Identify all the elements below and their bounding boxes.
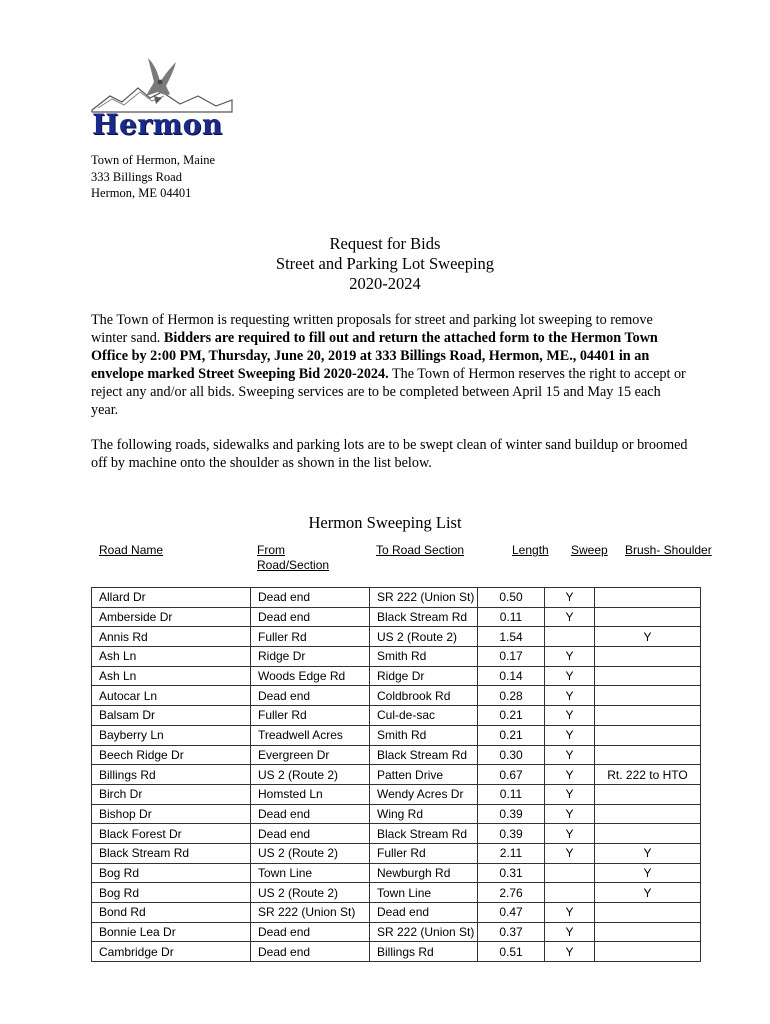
- road-name-cell: Bog Rd: [92, 863, 251, 883]
- table-row: [92, 942, 701, 962]
- from-cell: Ridge Dr: [251, 647, 370, 667]
- to-cell: SR 222 (Union St): [370, 922, 478, 942]
- sweep-cell: Y: [545, 745, 595, 765]
- to-cell: Wendy Acres Dr: [370, 784, 478, 804]
- to-cell: Black Stream Rd: [370, 745, 478, 765]
- table-row: [92, 666, 701, 686]
- table-row: [92, 804, 701, 824]
- brush-shoulder-cell: [595, 745, 701, 765]
- road-name-cell: Allard Dr: [92, 588, 251, 608]
- length-cell: 0.39: [478, 804, 545, 824]
- sweep-cell: [545, 863, 595, 883]
- header-brush-shoulder: Brush- Shoulder: [625, 543, 712, 557]
- header-to-road-section: To Road Section: [376, 543, 465, 557]
- brush-shoulder-cell: [595, 804, 701, 824]
- table-row: [92, 745, 701, 765]
- table-row: [92, 765, 701, 785]
- road-name-cell: Black Forest Dr: [92, 824, 251, 844]
- length-cell: 0.28: [478, 686, 545, 706]
- road-name-cell: Amberside Dr: [92, 607, 251, 627]
- from-cell: Dead end: [251, 686, 370, 706]
- from-cell: SR 222 (Union St): [251, 903, 370, 923]
- length-cell: 0.39: [478, 824, 545, 844]
- table-row: [92, 784, 701, 804]
- length-cell: 0.51: [478, 942, 545, 962]
- to-cell: Fuller Rd: [370, 843, 478, 863]
- address-line-2: 333 Billings Road: [91, 169, 182, 184]
- length-cell: 0.11: [478, 607, 545, 627]
- length-cell: 0.31: [478, 863, 545, 883]
- table-row: [92, 588, 701, 608]
- table-row: [92, 627, 701, 647]
- table-row: [92, 686, 701, 706]
- header-from-line2: Road/Section: [257, 558, 330, 572]
- brush-shoulder-cell: [595, 607, 701, 627]
- address-line-1: Town of Hermon, Maine: [91, 153, 216, 167]
- length-cell: 0.17: [478, 647, 545, 667]
- brush-shoulder-cell: [595, 647, 701, 667]
- brush-shoulder-cell: [595, 686, 701, 706]
- from-cell: Dead end: [251, 824, 370, 844]
- table-row: [92, 824, 701, 844]
- sweep-cell: Y: [545, 824, 595, 844]
- sweep-cell: [545, 883, 595, 903]
- sweeping-list-title: Hermon Sweeping List: [308, 513, 462, 532]
- from-cell: Evergreen Dr: [251, 745, 370, 765]
- sweep-cell: Y: [545, 607, 595, 627]
- brush-shoulder-cell: [595, 922, 701, 942]
- title-line-3: 2020-2024: [349, 274, 421, 293]
- from-cell: Treadwell Acres: [251, 725, 370, 745]
- to-cell: SR 222 (Union St): [370, 588, 478, 608]
- sweep-cell: Y: [545, 922, 595, 942]
- sweep-cell: Y: [545, 706, 595, 726]
- paragraph-outro: The Town of Hermon reserves the right to accept or reject any and/or all bids. Sweeping services are to be completed between April 15 and May 15 each year.: [91, 366, 686, 418]
- brush-shoulder-cell: Y: [595, 883, 701, 903]
- to-cell: Newburgh Rd: [370, 863, 478, 883]
- header-length: Length: [512, 543, 549, 557]
- table-row: [92, 903, 701, 923]
- from-cell: Dead end: [251, 922, 370, 942]
- length-cell: 0.67: [478, 765, 545, 785]
- from-cell: Woods Edge Rd: [251, 666, 370, 686]
- sweep-cell: Y: [545, 843, 595, 863]
- brush-shoulder-cell: [595, 725, 701, 745]
- from-cell: Fuller Rd: [251, 627, 370, 647]
- from-cell: Fuller Rd: [251, 706, 370, 726]
- road-name-cell: Birch Dr: [92, 784, 251, 804]
- road-name-cell: Autocar Ln: [92, 686, 251, 706]
- table-row: [92, 647, 701, 667]
- length-cell: 0.37: [478, 922, 545, 942]
- brush-shoulder-cell: Y: [595, 843, 701, 863]
- to-cell: Billings Rd: [370, 942, 478, 962]
- length-cell: 0.14: [478, 666, 545, 686]
- length-cell: 0.47: [478, 903, 545, 923]
- address-line-3: Hermon, ME 04401: [91, 186, 192, 200]
- to-cell: US 2 (Route 2): [370, 627, 478, 647]
- sweep-cell: Y: [545, 725, 595, 745]
- sweep-cell: Y: [545, 588, 595, 608]
- sweeping-table: [91, 587, 701, 962]
- from-cell: US 2 (Route 2): [251, 843, 370, 863]
- from-cell: Dead end: [251, 942, 370, 962]
- length-cell: 1.54: [478, 627, 545, 647]
- brush-shoulder-cell: [595, 824, 701, 844]
- road-name-cell: Bishop Dr: [92, 804, 251, 824]
- table-row: [92, 706, 701, 726]
- to-cell: Town Line: [370, 883, 478, 903]
- road-name-cell: Bayberry Ln: [92, 725, 251, 745]
- title-line-1: Request for Bids: [329, 234, 441, 253]
- sweep-cell: Y: [545, 903, 595, 923]
- road-name-cell: Ash Ln: [92, 647, 251, 667]
- length-cell: 2.11: [478, 843, 545, 863]
- table-row: [92, 725, 701, 745]
- document-title: [0, 234, 770, 294]
- from-cell: Dead end: [251, 588, 370, 608]
- sweep-cell: Y: [545, 686, 595, 706]
- length-cell: 0.21: [478, 725, 545, 745]
- title-line-2: Street and Parking Lot Sweeping: [275, 254, 495, 273]
- to-cell: Coldbrook Rd: [370, 686, 478, 706]
- paragraph-bold-requirement: Bidders are required to fill out and return the attached form to the Hermon Town Office by 2:00 PM, Thursday, June 20, 2019 at 333 Billings Road, Hermon, ME., 04401 in an envelope marked Street Sweeping Bid 2020-2024.: [91, 330, 658, 382]
- road-name-cell: Black Stream Rd: [92, 843, 251, 863]
- brush-shoulder-cell: [595, 903, 701, 923]
- to-cell: Dead end: [370, 903, 478, 923]
- header-from-line1: From: [257, 543, 285, 557]
- town-address: [91, 152, 215, 202]
- length-cell: 0.50: [478, 588, 545, 608]
- sweep-cell: Y: [545, 804, 595, 824]
- to-cell: Patten Drive: [370, 765, 478, 785]
- table-row: [92, 843, 701, 863]
- from-cell: Dead end: [251, 607, 370, 627]
- road-name-cell: Bog Rd: [92, 883, 251, 903]
- table-row: [92, 863, 701, 883]
- length-cell: 0.30: [478, 745, 545, 765]
- road-name-cell: Balsam Dr: [92, 706, 251, 726]
- to-cell: Ridge Dr: [370, 666, 478, 686]
- sweep-cell: Y: [545, 666, 595, 686]
- brush-shoulder-cell: [595, 666, 701, 686]
- paragraph-intro: The Town of Hermon is requesting written proposals for street and parking lot sweeping to remove winter sand.: [91, 312, 653, 346]
- table-row: [92, 607, 701, 627]
- from-cell: Dead end: [251, 804, 370, 824]
- road-name-cell: Bond Rd: [92, 903, 251, 923]
- logo-wordmark: Hermon: [92, 108, 223, 141]
- table-row: [92, 883, 701, 903]
- from-cell: Homsted Ln: [251, 784, 370, 804]
- brush-shoulder-cell: Rt. 222 to HTO: [595, 765, 701, 785]
- brush-shoulder-cell: Y: [595, 627, 701, 647]
- length-cell: 0.21: [478, 706, 545, 726]
- sweep-cell: [545, 627, 595, 647]
- sweep-cell: Y: [545, 647, 595, 667]
- brush-shoulder-cell: [595, 784, 701, 804]
- header-road-name: Road Name: [99, 543, 164, 557]
- road-name-cell: Annis Rd: [92, 627, 251, 647]
- table-row: [92, 922, 701, 942]
- brush-shoulder-cell: [595, 588, 701, 608]
- road-name-cell: Ash Ln: [92, 666, 251, 686]
- bid-instructions-paragraph: [91, 311, 691, 419]
- brush-shoulder-cell: Y: [595, 863, 701, 883]
- header-sweep: Sweep: [571, 543, 608, 557]
- sweep-cell: Y: [545, 784, 595, 804]
- brush-shoulder-cell: [595, 942, 701, 962]
- length-cell: 2.76: [478, 883, 545, 903]
- to-cell: Black Stream Rd: [370, 607, 478, 627]
- road-name-cell: Billings Rd: [92, 765, 251, 785]
- to-cell: Cul-de-sac: [370, 706, 478, 726]
- sweeping-scope-paragraph: The following roads, sidewalks and parking lots are to be swept clean of winter sand buildup or broomed off by machine onto the shoulder as shown in the list below.: [91, 437, 688, 471]
- sweep-cell: Y: [545, 942, 595, 962]
- road-name-cell: Cambridge Dr: [92, 942, 251, 962]
- length-cell: 0.11: [478, 784, 545, 804]
- to-cell: Smith Rd: [370, 647, 478, 667]
- to-cell: Black Stream Rd: [370, 824, 478, 844]
- to-cell: Smith Rd: [370, 725, 478, 745]
- brush-shoulder-cell: [595, 706, 701, 726]
- from-cell: Town Line: [251, 863, 370, 883]
- sweep-cell: Y: [545, 765, 595, 785]
- from-cell: US 2 (Route 2): [251, 765, 370, 785]
- road-name-cell: Beech Ridge Dr: [92, 745, 251, 765]
- road-name-cell: Bonnie Lea Dr: [92, 922, 251, 942]
- from-cell: US 2 (Route 2): [251, 883, 370, 903]
- to-cell: Wing Rd: [370, 804, 478, 824]
